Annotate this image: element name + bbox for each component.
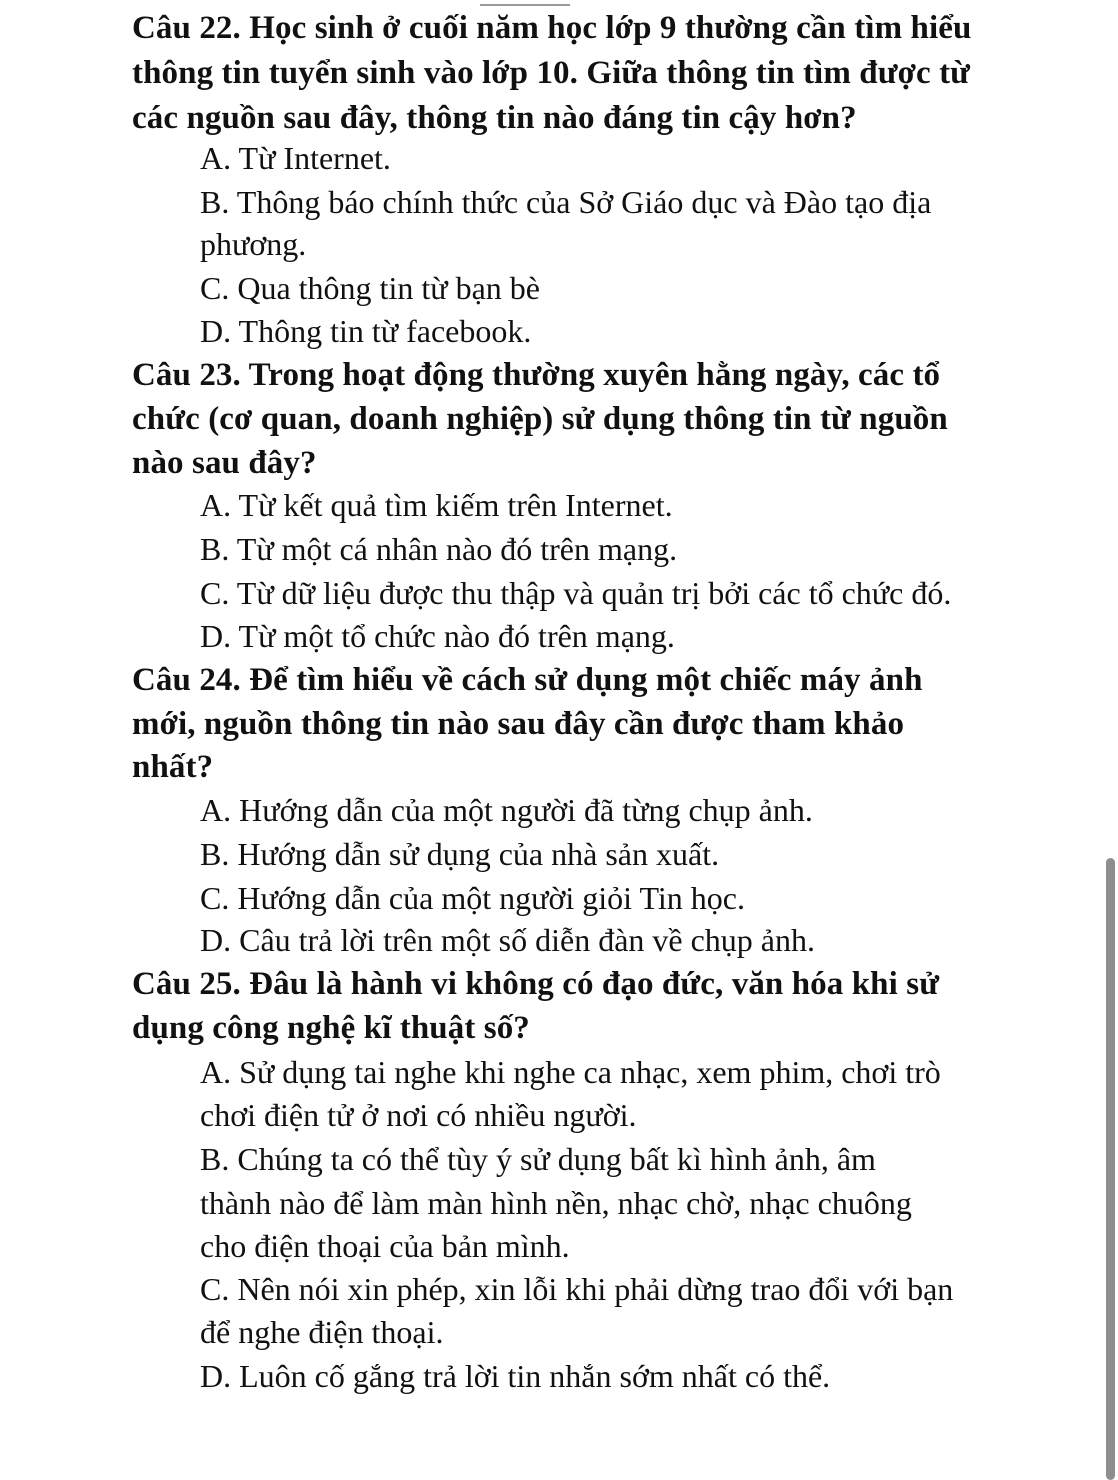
- question-23-option-d: D. Từ một tổ chức nào đó trên mạng.: [200, 618, 675, 654]
- question-24-stem-line-2: mới, nguồn thông tin nào sau đây cần được tham khảo: [132, 706, 905, 742]
- question-23-option-a: A. Từ kết quả tìm kiếm trên Internet.: [200, 487, 673, 523]
- question-23-option-c: C. Từ dữ liệu được thu thập và quản trị bởi các tổ chức đó.: [200, 575, 952, 611]
- question-22-option-d: D. Thông tin từ facebook.: [200, 313, 532, 349]
- question-25-option-d: D. Luôn cố gắng trả lời tin nhắn sớm nhất có thể.: [200, 1358, 831, 1394]
- question-24-option-c: C. Hướng dẫn của một người giỏi Tin học.: [200, 880, 745, 916]
- question-24-option-a: A. Hướng dẫn của một người đã từng chụp ảnh.: [200, 792, 813, 828]
- question-25-stem-line-1: Câu 25. Đâu là hành vi không có đạo đức, văn hóa khi sử: [132, 966, 940, 1002]
- question-24-option-d: D. Câu trả lời trên một số diễn đàn về chụp ảnh.: [200, 922, 815, 958]
- question-24-stem-line-1: Câu 24. Để tìm hiểu về cách sử dụng một chiếc máy ảnh: [132, 662, 923, 698]
- question-22-stem-line-2: thông tin tuyển sinh vào lớp 10. Giữa thông tin tìm được từ: [132, 55, 971, 91]
- question-24-stem-line-3: nhất?: [132, 749, 214, 785]
- question-23-option-b: B. Từ một cá nhân nào đó trên mạng.: [200, 531, 678, 567]
- question-25-option-a: A. Sử dụng tai nghe khi nghe ca nhạc, xem phim, chơi trò: [200, 1054, 941, 1090]
- question-22-option-a: A. Từ Internet.: [200, 140, 391, 176]
- question-25-option-a-cont: chơi điện tử ở nơi có nhiều người.: [200, 1097, 637, 1133]
- question-23-stem-line-1: Câu 23. Trong hoạt động thường xuyên hằng ngày, các tổ: [132, 357, 941, 393]
- question-25-option-c: C. Nên nói xin phép, xin lỗi khi phải dừng trao đổi với bạn: [200, 1271, 954, 1307]
- question-22-stem-line-1: Câu 22. Học sinh ở cuối năm học lớp 9 thường cần tìm hiểu: [132, 10, 972, 46]
- question-25-stem-line-2: dụng công nghệ kĩ thuật số?: [132, 1010, 530, 1046]
- question-22-option-b: B. Thông báo chính thức của Sở Giáo dục và Đào tạo địa: [200, 184, 932, 220]
- question-22-stem-line-3: các nguồn sau đây, thông tin nào đáng tin cậy hơn?: [132, 100, 857, 136]
- vertical-scrollbar[interactable]: [1106, 858, 1115, 1480]
- question-25-option-b: B. Chúng ta có thể tùy ý sử dụng bất kì hình ảnh, âm: [200, 1141, 876, 1177]
- question-25-option-c-cont: để nghe điện thoại.: [200, 1314, 444, 1350]
- question-22-option-c: C. Qua thông tin từ bạn bè: [200, 270, 540, 306]
- question-22-option-b-cont: phương.: [200, 226, 307, 262]
- question-25-option-b-cont-1: thành nào để làm màn hình nền, nhạc chờ, nhạc chuông: [200, 1185, 912, 1221]
- question-24-option-b: B. Hướng dẫn sử dụng của nhà sản xuất.: [200, 836, 720, 872]
- question-23-stem-line-3: nào sau đây?: [132, 445, 317, 481]
- question-23-stem-line-2: chức (cơ quan, doanh nghiệp) sử dụng thông tin từ nguồn: [132, 401, 948, 437]
- question-25-option-b-cont-2: cho điện thoại của bản mình.: [200, 1228, 570, 1264]
